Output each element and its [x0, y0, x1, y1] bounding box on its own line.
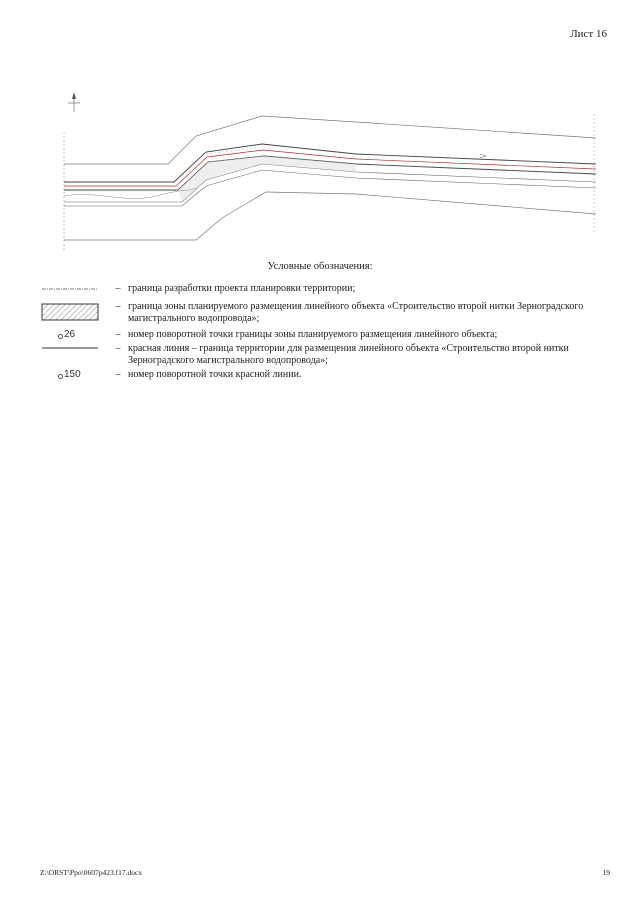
legend-item — [40, 343, 600, 369]
footer-page-number: 19 — [602, 868, 610, 877]
arrow-marker-icon — [480, 154, 486, 158]
hatched-corridor — [178, 156, 356, 202]
legend-item — [40, 283, 600, 297]
boundary-line-symbol — [40, 283, 100, 295]
legend-item — [40, 369, 600, 383]
sheet-label: Лист 16 — [570, 28, 607, 40]
footer-file-path: Z:\ORST\Ppo\0607p423.f17.docx — [40, 868, 143, 877]
legend-item-text: красная линия – граница территории для размещения линейного объекта «Строительство второй нитки Зерноградского магистрального водопровода»; — [128, 343, 569, 366]
red-line-symbol — [40, 343, 100, 355]
point-marker-symbol — [40, 329, 100, 341]
point-number: 150 — [64, 369, 81, 380]
legend-dash: – — [115, 369, 121, 380]
planning-boundary-bottom — [64, 192, 596, 240]
legend-item-text: граница зоны планируемого размещения линейного объекта «Строительство второй нитки Зерноградского магистрального водопровода»; — [128, 301, 584, 324]
point-dot-icon — [58, 374, 63, 379]
point-marker-symbol — [40, 369, 100, 381]
north-arrow-icon — [68, 92, 80, 112]
hatched-rect-symbol — [40, 301, 100, 325]
site-plan-map — [56, 92, 604, 260]
legend — [40, 283, 600, 383]
legend-dash: – — [115, 329, 121, 340]
point-dot-icon — [58, 334, 63, 339]
legend-title: Условные обозначения: — [267, 261, 373, 272]
legend-dash: – — [115, 301, 121, 312]
legend-item — [40, 301, 600, 329]
legend-dash: – — [115, 283, 121, 294]
legend-item-text: граница разработки проекта планировки территории; — [128, 283, 356, 294]
point-number: 26 — [64, 329, 76, 340]
red-line-bottom — [64, 170, 596, 206]
legend-item-text: номер поворотной точки границы зоны планируемого размещения линейного объекта; — [128, 329, 498, 340]
legend-item-text: номер поворотной точки красной линии. — [128, 369, 302, 380]
legend-item — [40, 329, 600, 343]
legend-dash: – — [115, 343, 121, 354]
